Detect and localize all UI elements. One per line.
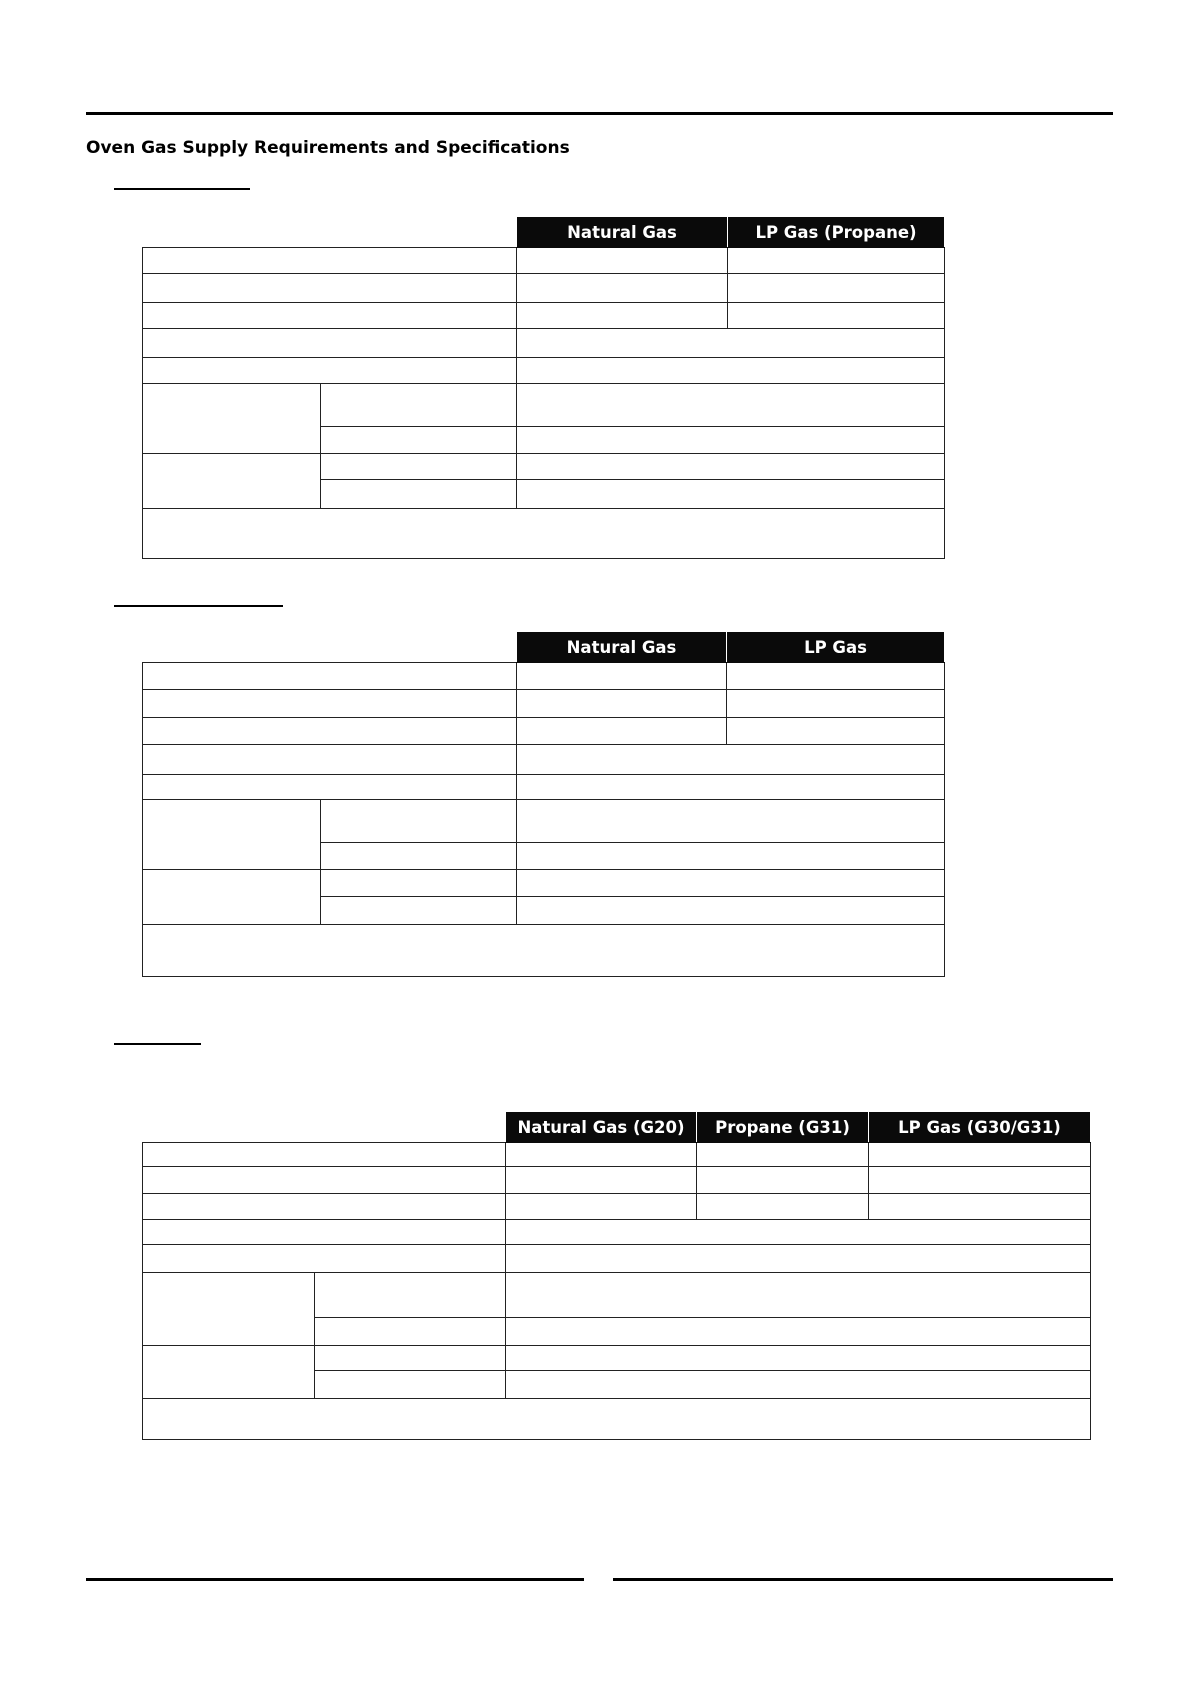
- table-cell: [517, 718, 727, 745]
- table-group-cell: [143, 1346, 315, 1399]
- table-cell: [517, 303, 728, 329]
- table-cell: [143, 745, 517, 775]
- page-title: Oven Gas Supply Requirements and Specifications: [86, 138, 570, 158]
- table-cell: [869, 1194, 1091, 1220]
- table-cell: [517, 427, 945, 454]
- table-cell: [517, 843, 945, 870]
- table-cell: [143, 718, 517, 745]
- table-cell: [506, 1194, 697, 1220]
- table-cell: [727, 718, 945, 745]
- footer-rule-right: [613, 1578, 1113, 1581]
- table-cell: [143, 358, 517, 384]
- table-cell: [517, 690, 727, 718]
- table-cell: [143, 1220, 506, 1245]
- table-cell: [506, 1346, 1091, 1371]
- spec-table-1: [142, 216, 945, 559]
- table-cell: [727, 690, 945, 718]
- table-cell: [506, 1220, 1091, 1245]
- column-header: Propane (G31): [697, 1112, 869, 1143]
- table-cell: [143, 690, 517, 718]
- table-cell: [697, 1194, 869, 1220]
- header-spacer: [143, 632, 517, 663]
- table-cell: [517, 745, 945, 775]
- table-cell: [143, 663, 517, 690]
- footer-rule-left: [86, 1578, 584, 1581]
- table-cell: [728, 248, 945, 274]
- section-heading-underline: [114, 188, 250, 190]
- table-cell: [517, 454, 945, 480]
- header-spacer: [143, 1112, 506, 1143]
- table-cell: [143, 274, 517, 303]
- table-group-cell: [143, 800, 321, 870]
- table-cell: [506, 1318, 1091, 1346]
- table-cell: [506, 1167, 697, 1194]
- table-cell: [321, 800, 517, 843]
- table-cell: [517, 663, 727, 690]
- table-cell: [321, 427, 517, 454]
- section-heading-underline: [114, 1043, 201, 1045]
- table-cell: [315, 1346, 506, 1371]
- table-cell: [321, 454, 517, 480]
- table-notes-cell: [143, 509, 945, 559]
- table-cell: [321, 480, 517, 509]
- spec-table-3: [142, 1111, 1091, 1440]
- table-group-cell: [143, 384, 321, 454]
- table-cell: [728, 303, 945, 329]
- spec-table-2: [142, 631, 945, 977]
- table-cell: [315, 1371, 506, 1399]
- section-heading-underline: [114, 605, 283, 607]
- table-cell: [697, 1167, 869, 1194]
- table-cell: [517, 775, 945, 800]
- table-cell: [143, 1194, 506, 1220]
- table-cell: [517, 248, 728, 274]
- table-notes-cell: [143, 925, 945, 977]
- table-cell: [697, 1143, 869, 1167]
- header-spacer: [143, 217, 517, 248]
- table-cell: [506, 1143, 697, 1167]
- table-cell: [506, 1273, 1091, 1318]
- table-cell: [727, 663, 945, 690]
- column-header: Natural Gas: [517, 217, 728, 248]
- table-cell: [321, 870, 517, 897]
- table-cell: [517, 384, 945, 427]
- table-group-cell: [143, 454, 321, 509]
- header-rule: [86, 112, 1113, 115]
- table-cell: [869, 1143, 1091, 1167]
- table-cell: [315, 1318, 506, 1346]
- table-cell: [315, 1273, 506, 1318]
- table-cell: [506, 1245, 1091, 1273]
- table-cell: [506, 1371, 1091, 1399]
- table-cell: [143, 1167, 506, 1194]
- table-cell: [517, 274, 728, 303]
- table-cell: [869, 1167, 1091, 1194]
- table-cell: [517, 329, 945, 358]
- table-cell: [517, 358, 945, 384]
- table-cell: [143, 1245, 506, 1273]
- table-group-cell: [143, 870, 321, 925]
- column-header: LP Gas (Propane): [728, 217, 945, 248]
- table-cell: [517, 870, 945, 897]
- column-header: Natural Gas: [517, 632, 727, 663]
- table-group-cell: [143, 1273, 315, 1346]
- table-cell: [321, 897, 517, 925]
- table-cell: [517, 480, 945, 509]
- table-cell: [321, 384, 517, 427]
- column-header: Natural Gas (G20): [506, 1112, 697, 1143]
- column-header: LP Gas (G30/G31): [869, 1112, 1091, 1143]
- table-cell: [728, 274, 945, 303]
- table-cell: [143, 775, 517, 800]
- table-notes-cell: [143, 1399, 1091, 1440]
- table-cell: [143, 329, 517, 358]
- table-cell: [321, 843, 517, 870]
- table-cell: [517, 800, 945, 843]
- table-cell: [143, 303, 517, 329]
- table-cell: [143, 1143, 506, 1167]
- table-cell: [517, 897, 945, 925]
- table-cell: [143, 248, 517, 274]
- column-header: LP Gas: [727, 632, 945, 663]
